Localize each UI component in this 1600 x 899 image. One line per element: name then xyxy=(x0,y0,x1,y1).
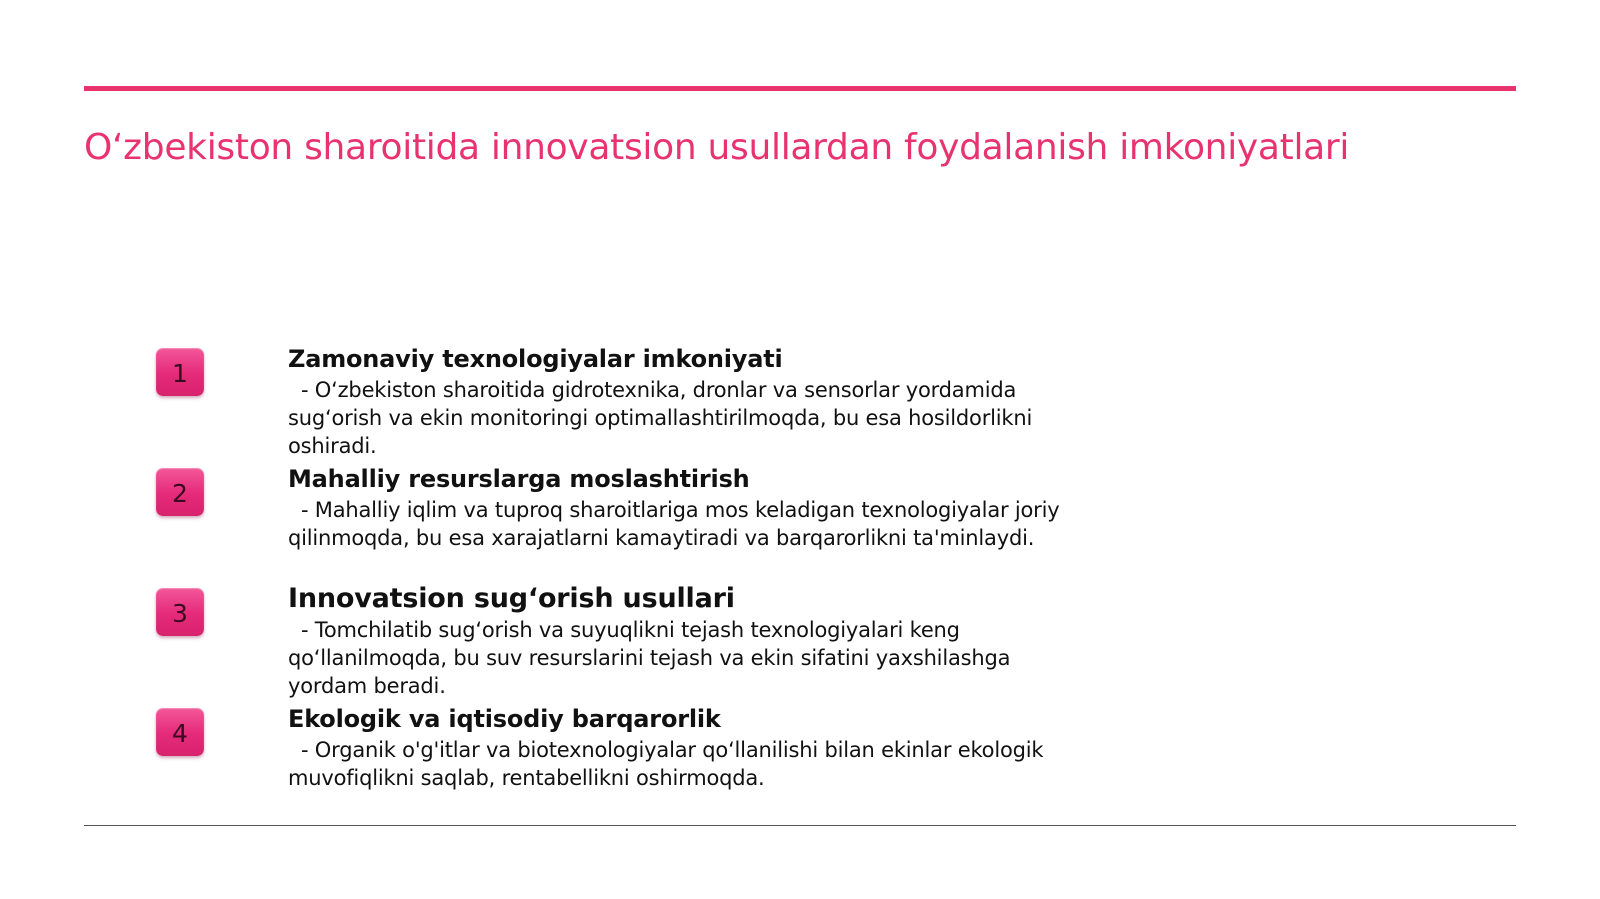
number-badge: 1 xyxy=(156,348,204,396)
item-description: - O‘zbekiston sharoitida gidrotexnika, dronlar va sensorlar yordamida sug‘orish va ekin monitoringi optimallashtirilmoqda, bu esa hosildorlikni oshiradi. xyxy=(288,378,1039,458)
bottom-divider xyxy=(84,825,1516,826)
number-badge: 2 xyxy=(156,468,204,516)
item-title: Ekologik va iqtisodiy barqarorlik xyxy=(288,705,721,733)
item-description: - Mahalliy iqlim va tuproq sharoitlariga mos keladigan texnologiyalar joriy qilinmoqda, bu esa xarajatlarni kamaytiradi va barqarorlikni ta'minlaydi. xyxy=(288,498,1066,550)
item-description: - Organik o'g'itlar va biotexnologiyalar qo‘llanilishi bilan ekinlar ekologik muvofiqlikni saqlab, rentabellikni oshirmoqda. xyxy=(288,738,1050,790)
item-title: Innovatsion sug‘orish usullari xyxy=(288,583,735,614)
number-badge: 3 xyxy=(156,588,204,636)
item-title: Zamonaviy texnologiyalar imkoniyati xyxy=(288,345,783,373)
number-badge: 4 xyxy=(156,708,204,756)
top-accent-rule xyxy=(84,86,1516,91)
item-description: - Tomchilatib sug‘orish va suyuqlikni tejash texnologiyalari keng qo‘llanilmoqda, bu suv resurslarini tejash va ekin sifatini yaxshilashga yordam beradi. xyxy=(288,618,1017,698)
slide-title: O‘zbekiston sharoitida innovatsion usullardan foydalanish imkoniyatlari xyxy=(84,127,1350,168)
item-title: Mahalliy resurslarga moslashtirish xyxy=(288,465,750,493)
